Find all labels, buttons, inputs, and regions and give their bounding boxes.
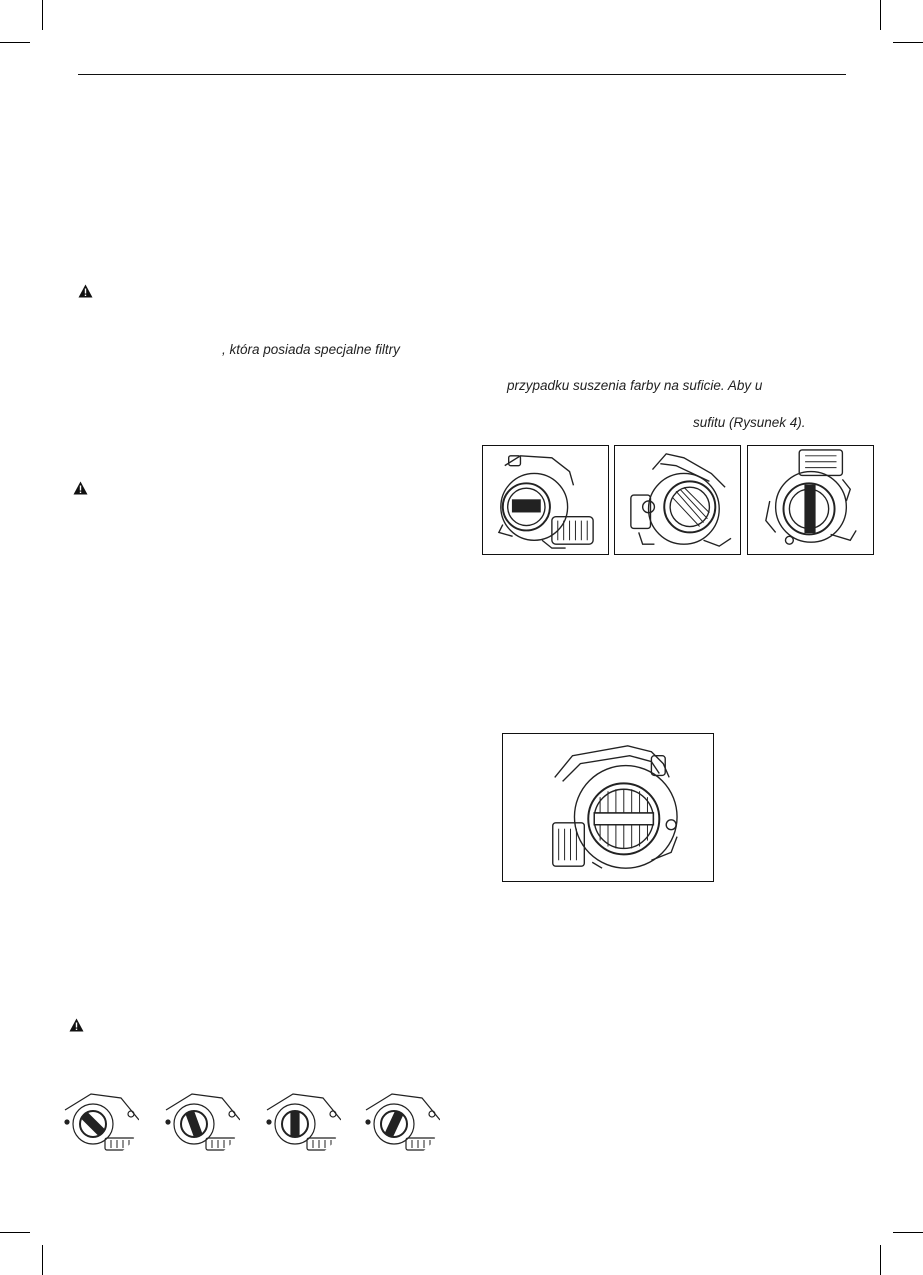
figure-blower-pointing-up [747, 445, 874, 555]
blower-illustration [483, 446, 608, 554]
figure-blower-upright [614, 445, 741, 555]
text-paint-ceiling-fragment: przypadku suszenia farby na suficie. Aby u [507, 378, 763, 393]
crop-mark [893, 1232, 923, 1233]
figure-blower-tilted [482, 445, 609, 555]
text-figure-reference: sufitu (Rysunek 4). [693, 415, 806, 430]
speed-dial-position-2 [162, 1080, 240, 1158]
crop-mark [42, 0, 43, 30]
blower-illustration [503, 734, 713, 881]
warning-triangle-icon [78, 284, 93, 298]
speed-dial-position-4 [362, 1080, 440, 1158]
warning-triangle-icon [69, 1018, 84, 1032]
speed-dial-position-1 [61, 1080, 139, 1158]
blower-illustration [748, 446, 873, 554]
crop-mark [880, 1245, 881, 1275]
figure-blower-front-grille [502, 733, 714, 882]
header-rule [78, 74, 846, 75]
crop-mark [42, 1245, 43, 1275]
warning-triangle-icon [73, 481, 88, 495]
crop-mark [893, 42, 923, 43]
crop-mark [880, 0, 881, 30]
speed-dial-position-3 [263, 1080, 341, 1158]
blower-illustration [615, 446, 740, 554]
crop-mark [0, 42, 30, 43]
crop-mark [0, 1232, 30, 1233]
text-filters-fragment: , która posiada specjalne filtry [222, 342, 400, 357]
